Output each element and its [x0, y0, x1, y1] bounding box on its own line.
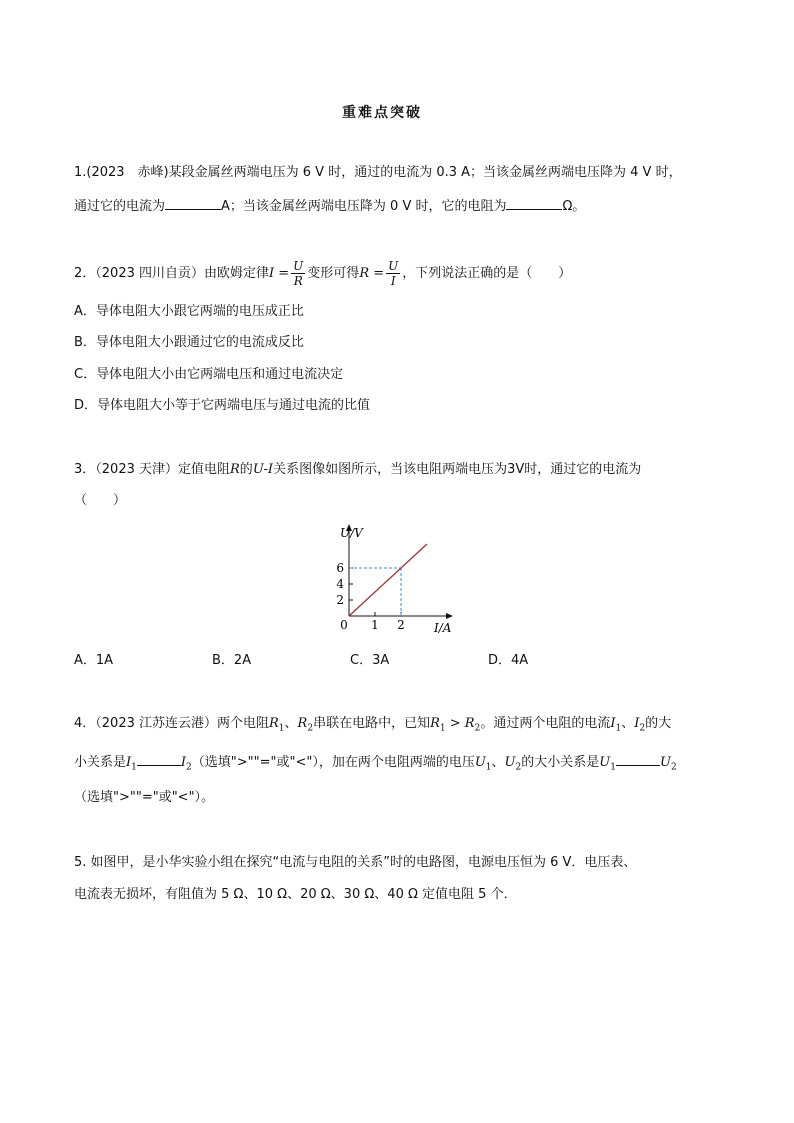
- x-axis-arrow: [446, 613, 453, 619]
- x-tick-label: 2: [397, 618, 405, 632]
- y-axis-label: U/V: [340, 526, 363, 540]
- q5-line-2: 电流表无损坏，有阻值为 5 Ω、10 Ω、20 Ω、30 Ω、40 Ω 定值电阻 5 个．: [74, 887, 517, 902]
- q3-option-c[interactable]: C．3A: [350, 653, 390, 668]
- q4-cmp-r2: R: [464, 716, 475, 731]
- q4-r1-symbol: R: [269, 716, 279, 731]
- q4-line-2: [74, 751, 677, 778]
- q4-i1-symbol: I: [610, 716, 616, 731]
- q4-l2-u1: U: [474, 755, 486, 770]
- q2-eq2-lhs: R =: [359, 266, 385, 281]
- q4-text-a: 4．（2023 江苏连云港）两个电阻: [74, 716, 269, 731]
- q4-text-d: 的大: [645, 716, 672, 731]
- q2-eq2-fraction: [386, 259, 400, 288]
- q1-blank-resistance[interactable]: [506, 195, 562, 210]
- q2-option-a[interactable]: A．导体电阻大小跟它两端的电压成正比: [74, 304, 304, 319]
- q4-l2-i1: I: [126, 755, 132, 770]
- q3-line-1: [74, 460, 641, 480]
- x-axis-label: I/A: [434, 621, 452, 635]
- q2-eq2-denominator: I: [390, 274, 396, 288]
- q4-l2-u2b: U: [659, 755, 671, 770]
- x-tick-label: 1: [371, 618, 379, 632]
- q2-mid: 变形可得: [307, 266, 360, 281]
- q3-line-2: （ ）: [74, 493, 127, 508]
- q2-option-c[interactable]: C．导体电阻大小由它两端电压和通过电流决定: [74, 367, 344, 382]
- q4-text-g: 的大小关系是: [521, 755, 600, 770]
- q3-text-a: 3．（2023 天津）定值电阻: [74, 462, 230, 477]
- q4-cmp-r1: R: [430, 716, 440, 731]
- y-tick-label: 6: [336, 561, 344, 575]
- q4-l2-u1b: U: [599, 755, 611, 770]
- q2-suffix: ，下列说法正确的是（ ）: [402, 266, 572, 281]
- q4-text-f: （选填">""="或"<"），加在两个电阻两端的电压: [191, 755, 475, 770]
- q4-r2-sub: 2: [307, 723, 314, 734]
- series-line-r: [349, 544, 427, 616]
- q3-option-d[interactable]: D．4A: [488, 653, 529, 668]
- q2-eq2-numerator: U: [388, 259, 399, 273]
- q4-blank-current[interactable]: [137, 751, 181, 766]
- q1-line-1: 1.(2023 赤峰)某段金属丝两端电压为 6 V 时，通过的电流为 0.3 A；当该金属丝两端电压降为 4 V 时，: [74, 165, 682, 180]
- q4-l2-i1-sub: 1: [131, 762, 137, 773]
- q2-option-d[interactable]: D．导体电阻大小等于它两端电压与通过电流的比值: [74, 398, 371, 413]
- q3-option-a[interactable]: A．1A: [74, 653, 114, 668]
- q4-sep-2: 、: [621, 716, 635, 731]
- q4-text-b: 串联在电路中，已知: [313, 716, 431, 731]
- q4-l2-u1b-sub: 1: [610, 762, 616, 773]
- q4-l2-u2b-sub: 2: [670, 762, 677, 773]
- q2-eq1-lhs: I =: [269, 266, 290, 281]
- q2-eq1-numerator: U: [293, 259, 304, 273]
- q3-symbol-r: R: [230, 462, 240, 477]
- q1-blank-current[interactable]: [165, 195, 221, 210]
- q5-line-1: 5. 如图甲，是小华实验小组在探究“电流与电阻的关系”时的电路图，电源电压恒为 6 V．电压表、: [74, 855, 637, 870]
- y-tick-label: 2: [336, 593, 344, 607]
- origin-label: 0: [340, 618, 348, 632]
- q4-text-c: 。通过两个电阻的电流: [480, 716, 611, 731]
- q3-ui-graph: [330, 520, 460, 640]
- q4-text-e: 小关系是: [74, 755, 127, 770]
- q4-r2-symbol: R: [297, 716, 308, 731]
- q4-line-3: （选填">""="或"<"）。: [74, 790, 215, 805]
- q2-option-b[interactable]: B．导体电阻大小跟通过它的电流成反比: [74, 335, 304, 350]
- q2-eq1-fraction: [291, 259, 305, 288]
- q3-symbol-ui: U-I: [252, 462, 274, 477]
- y-tick-label: 4: [336, 577, 344, 591]
- q4-l2-u2-sub: 2: [515, 762, 522, 773]
- q4-line-1: [74, 714, 671, 739]
- q4-sep-1: 、: [284, 716, 298, 731]
- q1-text-c: Ω。: [562, 199, 586, 214]
- q4-gt-sign: >: [445, 716, 465, 731]
- q4-i2-sub: 2: [639, 723, 646, 734]
- q4-i2-symbol: I: [634, 716, 640, 731]
- q4-sep-3: 、: [491, 755, 505, 770]
- q3-text-c: 关系图像如图所示，当该电阻两端电压为3V时，通过它的电流为: [273, 462, 642, 477]
- q4-l2-i2-sub: 2: [186, 762, 192, 773]
- q1-text-b: A；当该金属丝两端电压降为 0 V 时，它的电阻为: [221, 199, 507, 214]
- q4-l2-u2: U: [504, 755, 516, 770]
- q2-stem: [74, 258, 571, 290]
- q4-blank-voltage[interactable]: [616, 751, 660, 766]
- q2-eq1-denominator: R: [293, 274, 303, 288]
- q4-cmp-r2-sub: 2: [474, 723, 481, 734]
- page-title: 重难点突破: [342, 105, 422, 121]
- q4-cmp-r1-sub: 1: [439, 723, 446, 734]
- q4-i1-sub: 1: [615, 723, 622, 734]
- q1-text-a: 通过它的电流为: [74, 199, 166, 214]
- q4-l2-i2: I: [180, 755, 187, 770]
- q2-prefix: 2．（2023 四川自贡）由欧姆定律: [74, 266, 269, 281]
- x-ticks: [371, 612, 405, 632]
- q3-text-b: 的: [239, 462, 253, 477]
- q1-line-2: [74, 195, 585, 217]
- q4-l2-u1-sub: 1: [485, 762, 492, 773]
- q3-option-b[interactable]: B．2A: [212, 653, 252, 668]
- q3-options: [74, 651, 528, 671]
- q4-r1-sub: 1: [278, 723, 285, 734]
